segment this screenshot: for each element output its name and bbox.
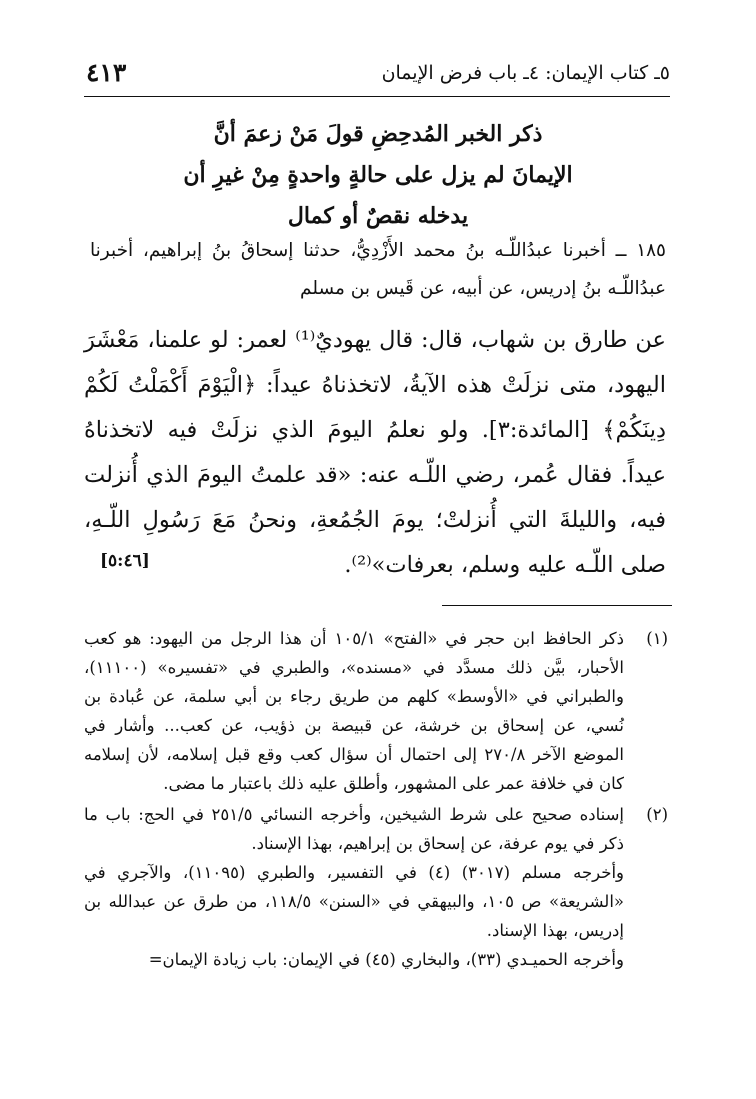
hadith-reference-tag: [٥:٤٦] [100, 551, 150, 571]
footnote-paragraph: وأخرجه الحميـدي (٣٣)، والبخاري (٤٥) في الإيمان: باب زيادة الإيمان= [148, 950, 624, 969]
page-number: ٤١٣ [86, 58, 127, 87]
header-divider [84, 96, 670, 97]
footnotes [84, 624, 668, 976]
hadith-isnad-block [90, 232, 666, 308]
hadith-matn: عن طارق بن شهاب، قال: قال يهوديٌ⁽¹⁾ لعمر: لو علمنا، مَعْشَرَ اليهود، متى نزلَتْ هذه الآيةُ، لاتخذناهُ عيداً: ﴿الْيَوْمَ أَكْمَلْتُ لَكُمْ دِينَكُمْ﴾ [المائدة:٣]. ولو نعلمُ اليومَ الذي نزلَتْ فيه لاتخذناهُ عيداً. فقال عُمر، رضي اللّـه عنه: «قد علمتُ اليومَ الذي أُنزلت فيه، والليلةَ التي أُنزلتْ؛ يومَ الجُمُعةِ، ونحنُ مَعَ رَسُولِ اللّـهِ، صلى اللّـه عليه وسلم، بعرفات»⁽²⁾. [84, 327, 666, 578]
footnote-divider [442, 605, 672, 606]
chapter-title-line: يدخله نقصٌ أو كمال [287, 203, 469, 229]
page-header [86, 58, 670, 94]
running-title: ٥ـ كتاب الإيمان: ٤ـ باب فرض الإيمان [381, 62, 670, 84]
chapter-title [150, 114, 606, 237]
footnote-paragraph: إسناده صحيح على شرط الشيخين، وأخرجه النسائي ٢٥١/٥ في الحج: باب ما ذكر في يوم عرفة، عن إسحاق بن إبراهيم، بهذا الإسناد. [84, 805, 624, 853]
footnote-paragraph: ذكر الحافظ ابن حجر في «الفتح» ١٠٥/١ أن هذا الرجل من اليهود: هو كعب الأحبار، بيَّن ذلك مسدَّد في «مسنده»، والطبري في «تفسيره» (١١١٠٠)، والطبراني في «الأوسط» كلهم من طريق رجاء بن أبي سلمة، عن عُبادة بن نُسي، عن إسحاق بن خرشة، عن قبيصة بن ذؤيب، عن كعب... وأشار في الموضع الآخر ٢٧٠/٨ إلى احتمال أن سؤال كعب وقع قبل إسلامه، لأن إسلامه كان في خلافة عمر على المشهور، وأطلق عليه ذلك باعتبار ما مضى. [84, 629, 624, 793]
footnote-1 [84, 624, 668, 798]
footnote-number: (٢) [646, 805, 668, 824]
chapter-title-line: ذكر الخبر المُدحِضِ قولَ مَنْ زعمَ أنَّ [213, 121, 543, 147]
footnote-number: (١) [646, 629, 668, 648]
footnote-2 [84, 800, 668, 974]
footnote-paragraph: وأخرجه مسلم (٣٠١٧) (٤) في التفسير، والطبري (١١٠٩٥)، والآجري في «الشريعة» ص ١٠٥، والبيهقي في «السنن» ١١٨/٥، من طرق عن عبدالله بن إدريس، بهذا الإسناد. [84, 863, 625, 940]
chapter-title-line: الإيمانَ لم يزل على حالةٍ واحدةٍ مِنْ غيرِ أن [183, 162, 573, 188]
hadith-number: ١٨٥ [636, 240, 666, 261]
hadith-isnad: ــ أخبرنا عبدُاللّـه بنُ محمد الأَزْدِيُّ، حدثنا إسحاقُ بنُ إبراهيم، أخبرنا عبدُاللّـه بنُ إدريس، عن أبيه، عن قَيس بن مسلم [90, 240, 666, 299]
